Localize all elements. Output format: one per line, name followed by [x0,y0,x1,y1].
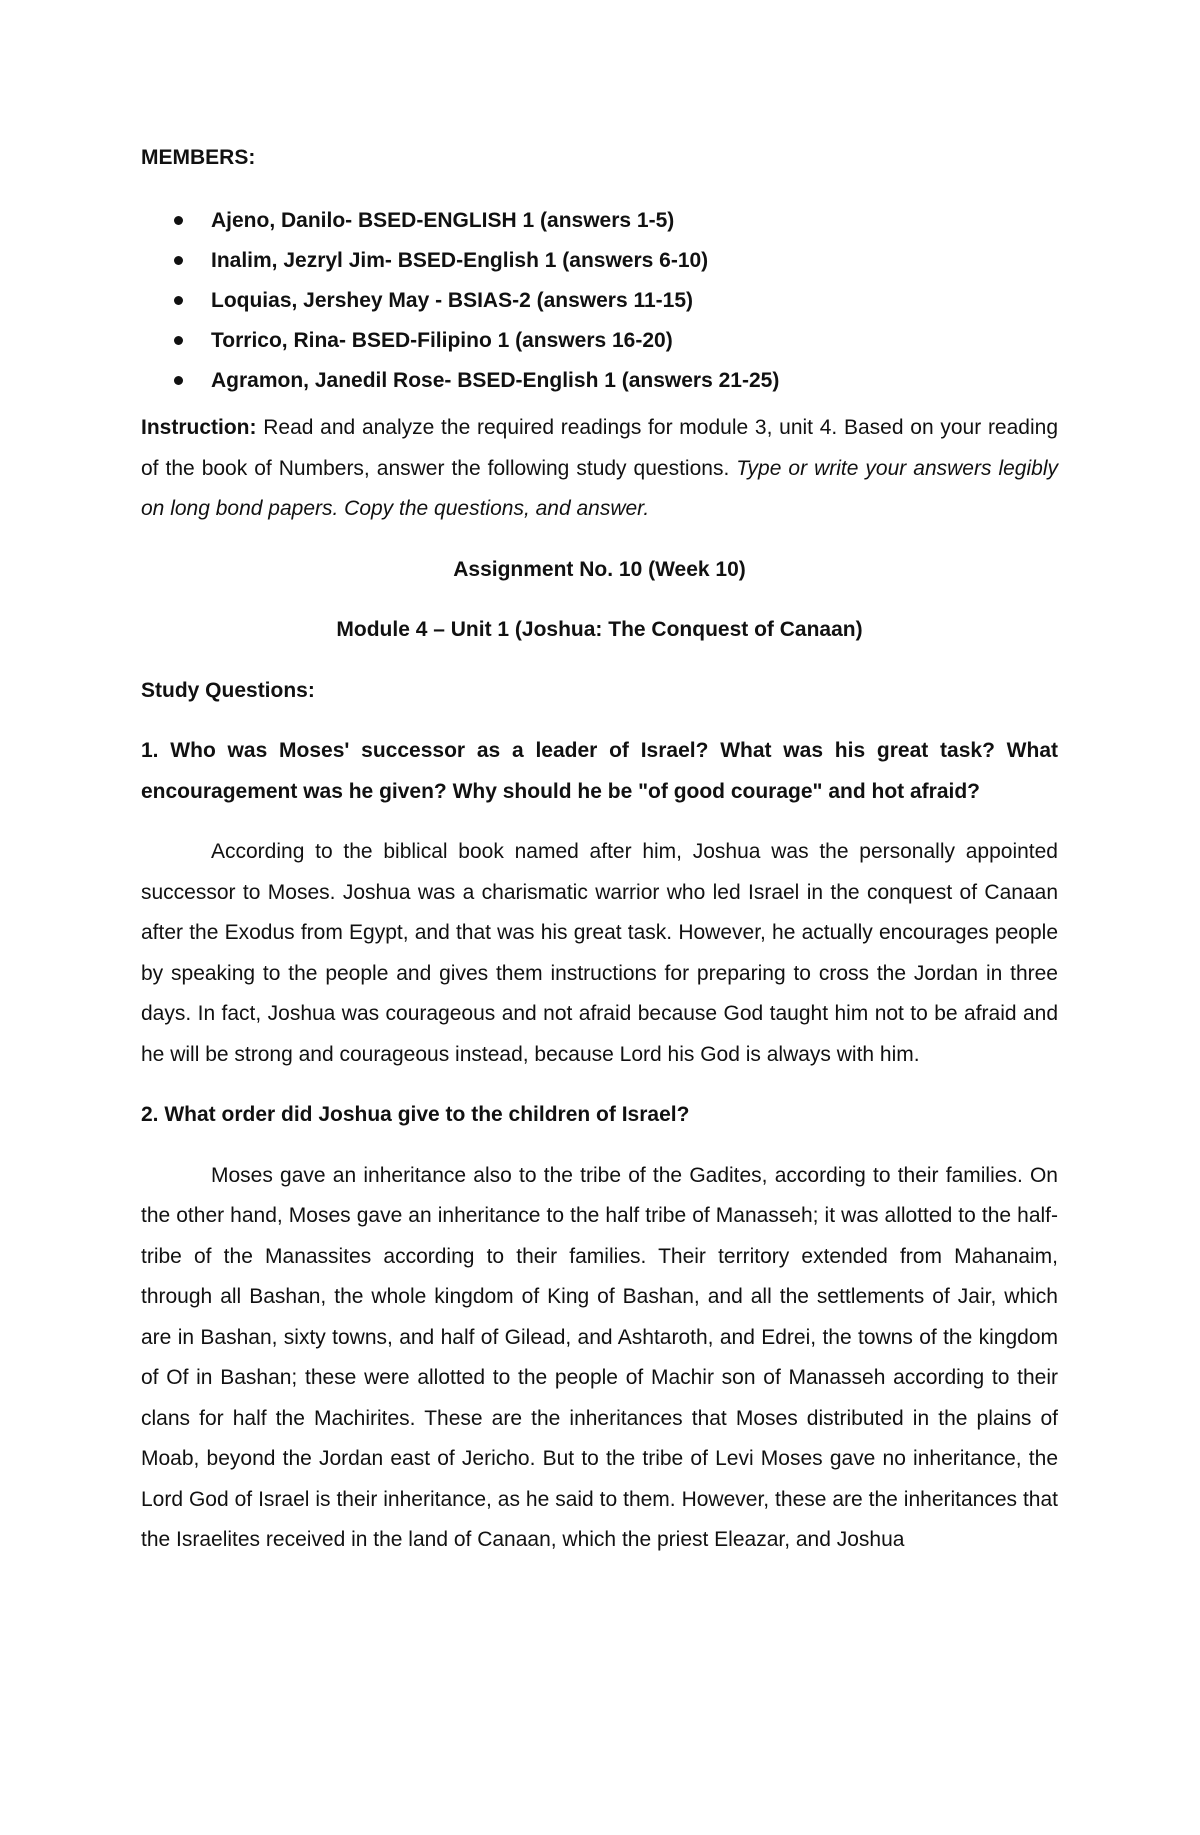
member-item [141,204,1058,238]
members-list [141,204,1058,398]
study-questions-heading: Study Questions: [141,678,315,702]
module-title: Module 4 – Unit 1 (Joshua: The Conquest of Canaan) [336,618,863,641]
members-heading: MEMBERS: [141,146,256,169]
document-page [141,140,1058,1581]
instruction-italic-text: Type or write your answers legibly on long bond papers. Copy the questions, and answer. [141,456,1058,520]
answer-1: According to the biblical book named after him, Joshua was the personally appointed successor to Moses. Joshua was a charismatic warrior who led Israel in the conquest of Canaan after the Exodus from Egypt, and that was his great task. However, he actually encourages people by speaking to the people and gives them instructions for preparing to cross the Jordan in three days. In fact, Joshua was courageous and not afraid because God taught him not to be afraid and he will be strong and courageous instead, because Lord his God is always with him. [141,840,1058,1066]
bullet-icon [174,296,183,305]
instruction-paragraph [141,408,1058,530]
member-text: Loquias, Jershey May - BSIAS-2 (answers 11-15) [211,289,694,312]
bullet-icon [174,256,183,265]
member-item [141,284,1058,318]
instruction-text: Read and analyze the required readings for module 3, unit 4. Based on your reading of the book of Numbers, answer the following study questions. [141,416,1058,480]
instruction-label: Instruction: [141,416,257,439]
member-text: Torrico, Rina- BSED-Filipino 1 (answers 16-20) [211,329,673,352]
question-1: 1. Who was Moses' successor as a leader of Israel? What was his great task? What encouragement was he given? Why should he be "of good courage" and hot afraid? [141,739,1058,803]
bullet-icon [174,376,183,385]
answer-2: Moses gave an inheritance also to the tribe of the Gadites, according to their families. On the other hand, Moses gave an inheritance to the half tribe of Manasseh; it was allotted to the half-tribe of the Manassites according to their families. Their territory extended from Mahanaim, through all Bashan, the whole kingdom of King of Bashan, and all the settlements of Jair, which are in Bashan, sixty towns, and half of Gilead, and Ashtaroth, and Edrei, the towns of the kingdom of Of in Bashan; these were allotted to the people of Machir son of Manasseh according to their clans for half the Machirites. These are the inheritances that Moses distributed in the plains of Moab, beyond the Jordan east of Jericho. But to the tribe of Levi Moses gave no inheritance, the Lord God of Israel is their inheritance, as he said to them. However, these are the inheritances that the Israelites received in the land of Canaan, which the priest Eleazar, and Joshua [141,1163,1058,1551]
bullet-icon [174,216,183,225]
member-text: Ajeno, Danilo- BSED-ENGLISH 1 (answers 1-5) [211,209,675,232]
question-2: 2. What order did Joshua give to the children of Israel? [141,1103,690,1126]
member-item [141,244,1058,278]
member-text: Inalim, Jezryl Jim- BSED-English 1 (answers 6-10) [211,249,709,272]
member-item [141,364,1058,398]
assignment-title: Assignment No. 10 (Week 10) [453,557,746,581]
member-text: Agramon, Janedil Rose- BSED-English 1 (answers 21-25) [211,369,780,392]
member-item [141,324,1058,358]
bullet-icon [174,336,183,345]
